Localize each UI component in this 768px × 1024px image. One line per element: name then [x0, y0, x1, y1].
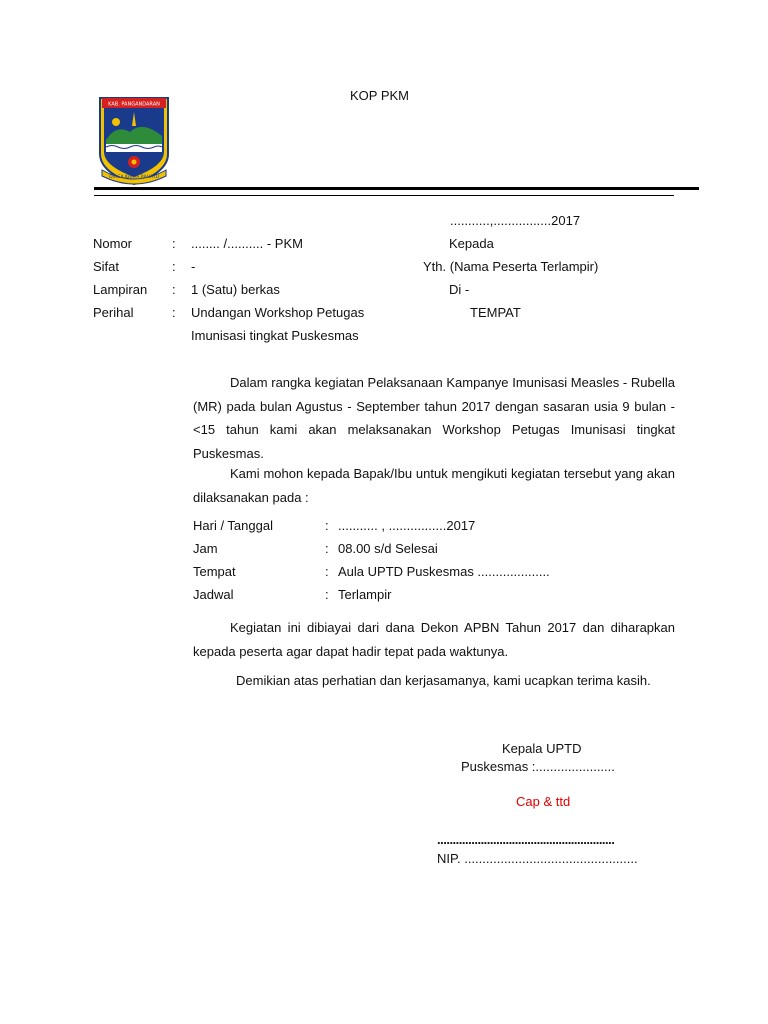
recipient-di: Di -	[449, 282, 470, 297]
signature-title-line2: Puskesmas :......................	[461, 759, 615, 774]
schedule-label-hari: Hari / Tanggal	[193, 518, 273, 533]
schedule-label-tempat: Tempat	[193, 564, 236, 579]
recipient-kepada: Kepada	[449, 236, 494, 251]
perihal-label: Perihal	[93, 305, 134, 320]
sifat-colon: :	[172, 259, 176, 274]
header-rule-thin	[94, 195, 674, 196]
body-paragraph-2: Kami mohon kepada Bapak/Ibu untuk mengikuti kegiatan tersebut yang akan dilaksanakan pada :	[193, 466, 675, 505]
logo-bottom-text: DIRGA KARYA RAHAYU	[109, 175, 159, 180]
schedule-label-jam: Jam	[193, 541, 218, 556]
body-paragraph-3: Kegiatan ini dibiayai dari dana Dekon APBN Tahun 2017 dan diharapkan kepada peserta agar dapat hadir tepat pada waktunya.	[193, 620, 675, 659]
nomor-colon: :	[172, 236, 176, 251]
recipient-tempat: TEMPAT	[470, 305, 521, 320]
perihal-value-line1: Undangan Workshop Petugas	[191, 305, 365, 320]
nip-line: NIP. ................................................	[437, 851, 638, 866]
sifat-label: Sifat	[93, 259, 120, 274]
schedule-colon-jam: :	[325, 541, 329, 556]
perihal-colon: :	[172, 305, 176, 320]
regency-emblem-logo	[96, 92, 172, 188]
schedule-colon-tempat: :	[325, 564, 329, 579]
logo-top-text: KAB. PANGANDARAN	[108, 101, 160, 108]
header-rule-thick	[94, 187, 699, 190]
date-line: ...........,................2017	[450, 213, 581, 228]
schedule-colon-jadwal: :	[325, 587, 329, 602]
perihal-value-line2: Imunisasi tingkat Puskesmas	[191, 328, 359, 343]
nomor-label: Nomor	[93, 236, 133, 251]
lampiran-colon: :	[172, 282, 176, 297]
sifat-value: -	[191, 259, 196, 274]
schedule-label-jadwal: Jadwal	[193, 587, 234, 602]
signatory-name-line: .........................................................	[437, 832, 615, 847]
schedule-value-jadwal: Terlampir	[338, 587, 392, 602]
schedule-colon-hari: :	[325, 518, 329, 533]
letterhead-title: KOP PKM	[350, 88, 410, 103]
nomor-value: ........ /.......... - PKM	[191, 236, 303, 251]
recipient-yth: Yth. (Nama Peserta Terlampir)	[423, 259, 599, 274]
signature-title-line1: Kepala UPTD	[502, 741, 582, 756]
schedule-value-hari: ........... , ................2017	[338, 518, 476, 533]
body-paragraph-1: Dalam rangka kegiatan Pelaksanaan Kampanye Imunisasi Measles - Rubella (MR) pada bulan Agustus - September tahun 2017 dengan sasaran usia 9 bulan - <15 tahun kami akan melaksanakan Workshop Petugas Imunisasi tingkat Puskesmas.	[193, 375, 675, 461]
body-paragraph-4: Demikian atas perhatian dan kerjasamanya, kami ucapkan terima kasih.	[236, 673, 651, 688]
lampiran-value: 1 (Satu) berkas	[191, 282, 280, 297]
schedule-value-tempat: Aula UPTD Puskesmas ....................	[338, 564, 550, 579]
schedule-value-jam: 08.00 s/d Selesai	[338, 541, 438, 556]
lampiran-label: Lampiran	[93, 282, 148, 297]
stamp-placeholder: Cap & ttd	[516, 794, 571, 809]
